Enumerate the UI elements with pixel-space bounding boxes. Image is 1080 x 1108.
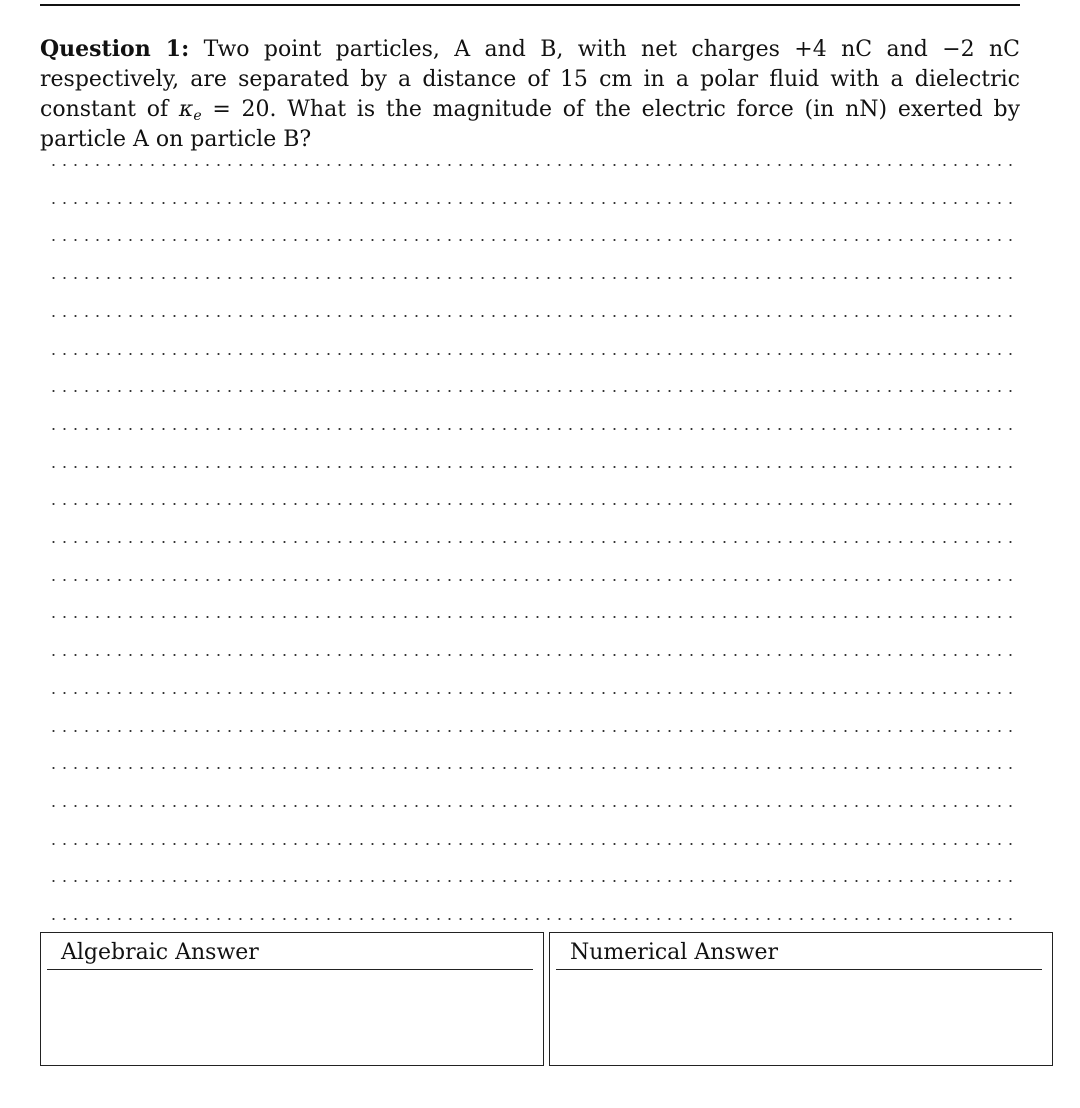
- dotted-line: [48, 918, 1014, 920]
- dotted-line: [48, 654, 1014, 656]
- kappa-subscript: e: [193, 108, 202, 124]
- writing-area[interactable]: [48, 140, 1014, 930]
- dotted-line: [48, 579, 1014, 581]
- numerical-answer-label: Numerical Answer: [556, 939, 1042, 970]
- dotted-line: [48, 616, 1014, 618]
- dotted-line: [48, 315, 1014, 317]
- dotted-line: [48, 202, 1014, 204]
- top-rule: [40, 4, 1020, 6]
- algebraic-answer-label: Algebraic Answer: [47, 939, 533, 970]
- algebraic-answer-box[interactable]: [40, 932, 544, 1066]
- kappa-symbol: κ: [178, 97, 194, 122]
- dotted-line: [48, 466, 1014, 468]
- question-text: [40, 34, 1020, 155]
- dotted-line: [48, 880, 1014, 882]
- dotted-line: [48, 164, 1014, 166]
- dotted-line: [48, 730, 1014, 732]
- question-label: Question 1:: [40, 36, 190, 62]
- dotted-line: [48, 805, 1014, 807]
- dotted-line: [48, 239, 1014, 241]
- question-text-part1: Two point particles, A and B, with net charges +4 nC and −2 nC respectively, are separated by a distance of 15 cm in a polar fluid with a dielectric constant of: [40, 37, 1021, 122]
- dotted-line: [48, 843, 1014, 845]
- dotted-line: [48, 390, 1014, 392]
- question-text-part2: = 20. What is the magnitude of the electric force (in nN) exerted by particle A on particle B?: [40, 97, 1020, 152]
- dotted-line: [48, 428, 1014, 430]
- dotted-line: [48, 692, 1014, 694]
- dotted-line: [48, 541, 1014, 543]
- numerical-answer-box[interactable]: [549, 932, 1053, 1066]
- dotted-line: [48, 503, 1014, 505]
- dotted-line: [48, 353, 1014, 355]
- dotted-line: [48, 277, 1014, 279]
- dotted-line: [48, 767, 1014, 769]
